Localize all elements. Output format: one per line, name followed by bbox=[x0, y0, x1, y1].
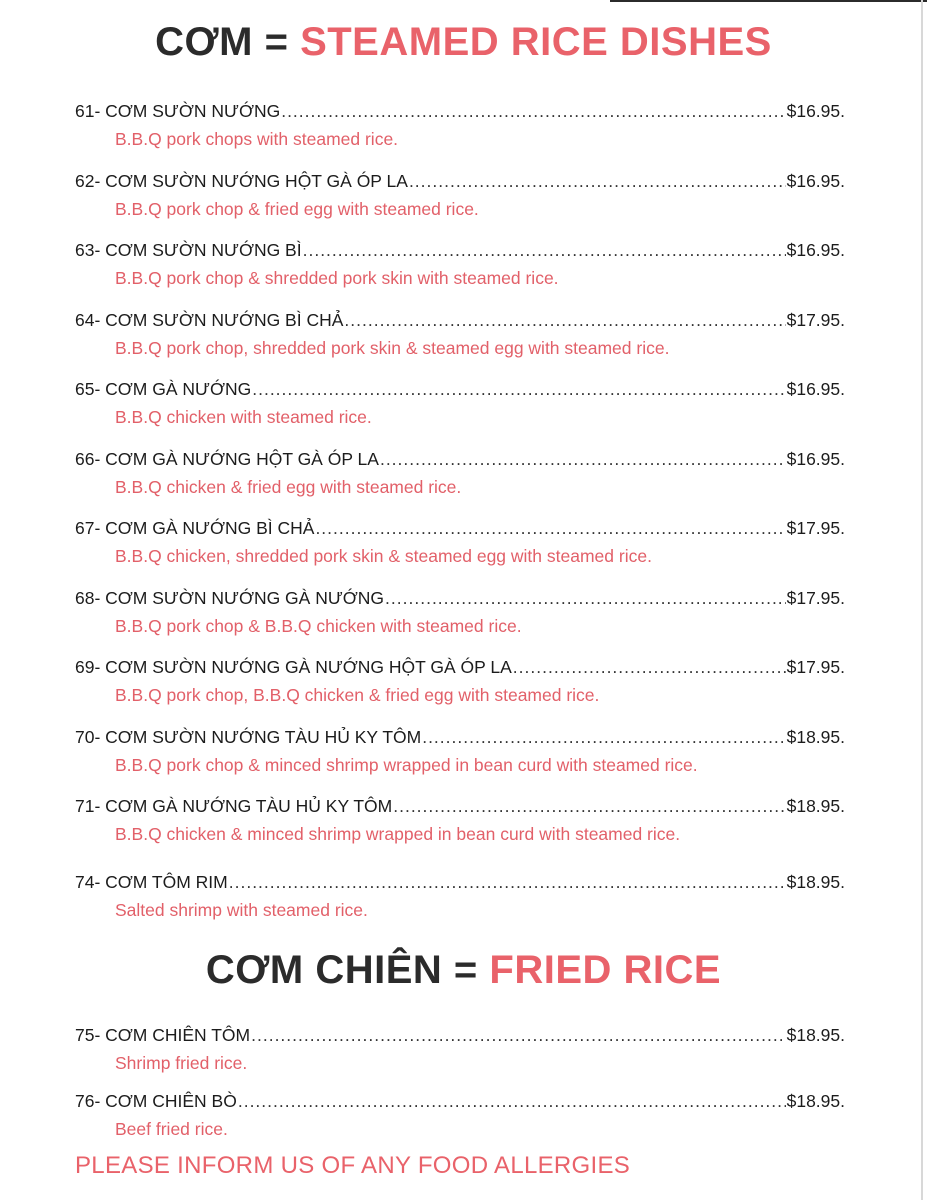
menu-item-name: 70- CƠM SƯỜN NƯỚNG TÀU HỦ KY TÔM bbox=[75, 727, 422, 747]
menu-item-price: $18.95. bbox=[786, 1091, 845, 1111]
menu-item bbox=[75, 239, 845, 289]
menu-item-price: $16.95. bbox=[786, 240, 845, 260]
menu-item-name: 71- CƠM GÀ NƯỚNG TÀU HỦ KY TÔM bbox=[75, 796, 393, 816]
top-divider bbox=[610, 0, 927, 2]
menu-item-price: $17.95. bbox=[786, 588, 845, 608]
menu-item bbox=[75, 656, 845, 706]
leader-dots bbox=[251, 1024, 785, 1046]
menu-item bbox=[75, 726, 845, 776]
menu-item-description: B.B.Q pork chop, B.B.Q chicken & fried egg with steamed rice. bbox=[115, 685, 600, 705]
menu-item-price: $17.95. bbox=[786, 310, 845, 330]
steamed-rice-title-en: STEAMED RICE DISHES bbox=[300, 20, 772, 64]
leader-dots bbox=[229, 871, 786, 893]
menu-item bbox=[75, 378, 845, 428]
menu-item-price: $18.95. bbox=[786, 872, 845, 892]
menu-item-description: B.B.Q pork chop & B.B.Q chicken with steamed rice. bbox=[115, 616, 522, 636]
leader-dots bbox=[344, 309, 785, 331]
leader-dots bbox=[513, 656, 786, 678]
menu-item-name: 61- CƠM SƯỜN NƯỚNG bbox=[75, 101, 281, 121]
menu-item bbox=[75, 1024, 845, 1074]
menu-item-price: $17.95. bbox=[786, 657, 845, 677]
menu-item bbox=[75, 517, 845, 567]
menu-item-name: 74- CƠM TÔM RIM bbox=[75, 872, 228, 892]
menu-item-name: 75- CƠM CHIÊN TÔM bbox=[75, 1025, 251, 1045]
menu-item-description: B.B.Q pork chop, shredded pork skin & steamed egg with steamed rice. bbox=[115, 338, 670, 358]
menu-item-name: 68- CƠM SƯỜN NƯỚNG GÀ NƯỚNG bbox=[75, 588, 385, 608]
leader-dots bbox=[238, 1090, 786, 1112]
leader-dots bbox=[385, 587, 786, 609]
menu-item-price: $16.95. bbox=[786, 101, 845, 121]
menu-item-price: $18.95. bbox=[786, 727, 845, 747]
steamed-rice-title-vn: CƠM = bbox=[155, 20, 289, 64]
menu-item-name: 64- CƠM SƯỜN NƯỚNG BÌ CHẢ bbox=[75, 310, 344, 330]
menu-item-name: 76- CƠM CHIÊN BÒ bbox=[75, 1091, 237, 1111]
menu-item-description: B.B.Q pork chop & minced shrimp wrapped in bean curd with steamed rice. bbox=[115, 755, 698, 775]
menu-item-price: $16.95. bbox=[786, 379, 845, 399]
menu-item-name: 65- CƠM GÀ NƯỚNG bbox=[75, 379, 252, 399]
menu-item-description: B.B.Q chicken & minced shrimp wrapped in bean curd with steamed rice. bbox=[115, 824, 681, 844]
leader-dots bbox=[252, 378, 785, 400]
leader-dots bbox=[315, 517, 785, 539]
page-edge bbox=[921, 0, 923, 1200]
menu-item bbox=[75, 170, 845, 220]
leader-dots bbox=[393, 795, 785, 817]
leader-dots bbox=[409, 170, 786, 192]
menu-item-description: B.B.Q pork chop & fried egg with steamed rice. bbox=[115, 199, 479, 219]
leader-dots bbox=[380, 448, 786, 470]
menu-item bbox=[75, 309, 845, 359]
menu-item-description: B.B.Q chicken, shredded pork skin & steamed egg with steamed rice. bbox=[115, 546, 652, 566]
menu-item-description: B.B.Q chicken & fried egg with steamed rice. bbox=[115, 477, 462, 497]
menu-item-description: B.B.Q pork chops with steamed rice. bbox=[115, 129, 399, 149]
menu-item-name: 67- CƠM GÀ NƯỚNG BÌ CHẢ bbox=[75, 518, 315, 538]
menu-item-description: B.B.Q chicken with steamed rice. bbox=[115, 407, 372, 427]
menu-item bbox=[75, 1090, 845, 1140]
menu-item-name: 69- CƠM SƯỜN NƯỚNG GÀ NƯỚNG HỘT GÀ ÓP LA bbox=[75, 657, 512, 677]
menu-item-description: B.B.Q pork chop & shredded pork skin with steamed rice. bbox=[115, 268, 559, 288]
menu-item-price: $16.95. bbox=[786, 449, 845, 469]
menu-item bbox=[75, 587, 845, 637]
menu-item bbox=[75, 871, 845, 921]
menu-item bbox=[75, 448, 845, 498]
menu-item-name: 63- CƠM SƯỜN NƯỚNG BÌ bbox=[75, 240, 302, 260]
steamed-rice-header bbox=[0, 20, 927, 65]
leader-dots bbox=[422, 726, 785, 748]
menu-item-description: Salted shrimp with steamed rice. bbox=[115, 900, 368, 920]
menu-item bbox=[75, 100, 845, 150]
fried-rice-title-en: FRIED RICE bbox=[489, 948, 722, 992]
menu-item-description: Shrimp fried rice. bbox=[115, 1053, 248, 1073]
fried-rice-header bbox=[0, 948, 927, 993]
leader-dots bbox=[303, 239, 786, 261]
menu-item-price: $16.95. bbox=[786, 171, 845, 191]
menu-item-name: 62- CƠM SƯỜN NƯỚNG HỘT GÀ ÓP LA bbox=[75, 171, 408, 191]
fried-rice-title-vn: CƠM CHIÊN = bbox=[205, 948, 478, 992]
menu-item bbox=[75, 795, 845, 845]
menu-item-name: 66- CƠM GÀ NƯỚNG HỘT GÀ ÓP LA bbox=[75, 449, 379, 469]
menu-item-price: $18.95. bbox=[786, 1025, 845, 1045]
leader-dots bbox=[281, 100, 785, 122]
menu-item-price: $17.95. bbox=[786, 518, 845, 538]
menu-item-price: $18.95. bbox=[786, 796, 845, 816]
menu-item-description: Beef fried rice. bbox=[115, 1119, 228, 1139]
allergy-notice: PLEASE INFORM US OF ANY FOOD ALLERGIES bbox=[75, 1152, 631, 1179]
